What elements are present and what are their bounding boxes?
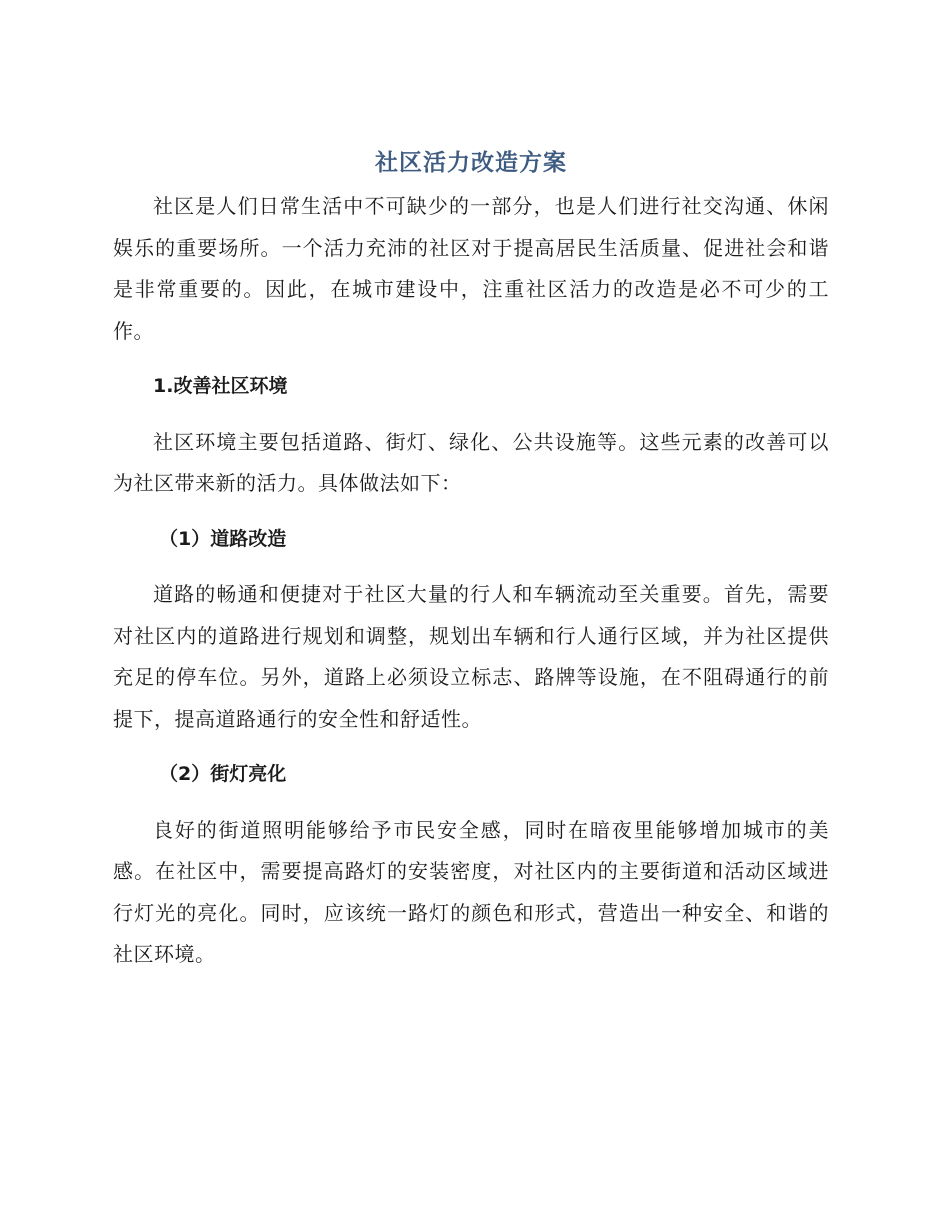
document-content xyxy=(113,140,829,976)
subsection-heading-roads: （1）道路改造 xyxy=(159,527,287,550)
document-title: 社区活力改造方案 xyxy=(375,150,567,176)
section-paragraph-environment: 社区环境主要包括道路、街灯、绿化、公共设施等。这些元素的改善可以为社区带来新的活力。具体做法如下： xyxy=(113,429,829,495)
subsection-heading-streetlights: （2）街灯亮化 xyxy=(159,763,287,785)
subsection-paragraph-roads: 道路的畅通和便捷对于社区大量的行人和车辆流动至关重要。首先，需要对社区内的道路进行规划和调整，规划出车辆和行人通行区域，并为社区提供充足的停车位。另外，道路上必须设立标志、路牌等设施，在不阻碍通行的前提下，提高道路通行的安全性和舒适性。 xyxy=(113,582,829,731)
section-heading-environment: 1.改善社区环境 xyxy=(153,375,288,397)
intro-paragraph: 社区是人们日常生活中不可缺少的一部分，也是人们进行社交沟通、休闲娱乐的重要场所。一个活力充沛的社区对于提高居民生活质量、促进社会和谐是非常重要的。因此，在城市建设中，注重社区活力的改造是必不可少的工作。 xyxy=(113,194,829,343)
subsection-paragraph-streetlights: 良好的街道照明能够给予市民安全感，同时在暗夜里能够增加城市的美感。在社区中，需要提高路灯的安装密度，对社区内的主要街道和活动区域进行灯光的亮化。同时，应该统一路灯的颜色和形式，营造出一种安全、和谐的社区环境。 xyxy=(113,817,829,966)
